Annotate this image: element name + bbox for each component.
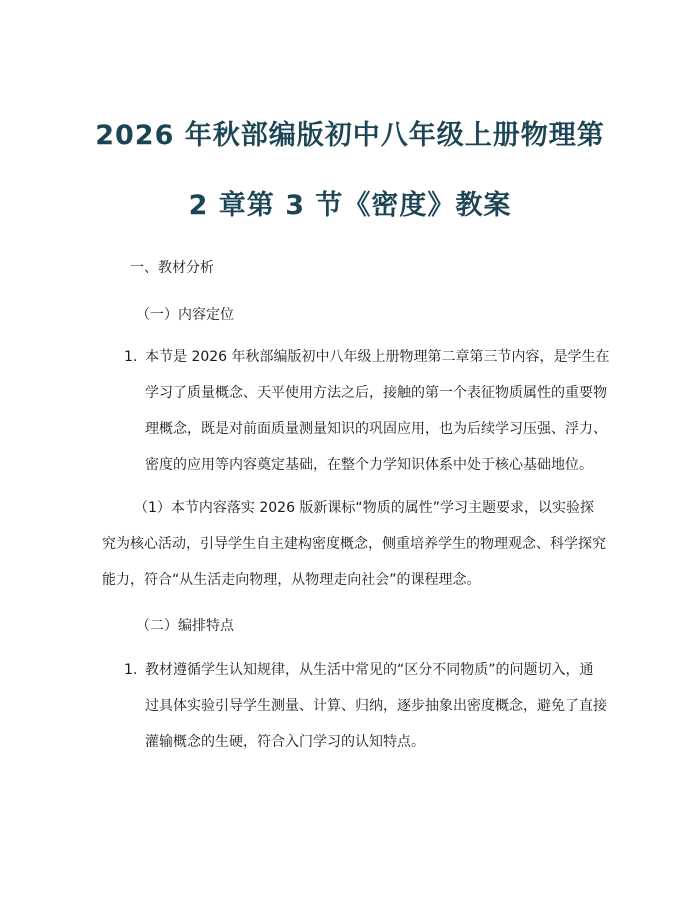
list-item-line: 密度的应用等内容奠定基础，在整个力学知识体系中处于核心基础地位。 [145,457,593,473]
list-item-number: 1. [124,662,138,678]
list-item-line: 教材遵循学生认知规律，从生活中常见的“区分不同物质”的问题切入，通 [145,662,594,678]
subsection-heading-content-positioning: （一）内容定位 [136,307,234,323]
section-heading: 一、教材分析 [130,260,214,276]
paragraph-line: 能力，符合“从生活走向物理，从物理走向社会”的课程理念。 [102,572,481,588]
list-item-number: 1. [124,349,138,365]
list-item-line: 本节是 2026 年秋部编版初中八年级上册物理第二章第三节内容，是学生在 [145,349,610,365]
document-title-line-2: 2 章第 3 节《密度》教案 [188,190,512,221]
list-item-line: 灌输概念的生硬，符合入门学习的认知特点。 [145,734,425,750]
subsection-heading-arrangement: （二）编排特点 [136,618,234,634]
paragraph-line: （1）本节内容落实 2026 版新课标“物质的属性”学习主题要求，以实验探 [134,500,594,516]
list-item-line: 学习了质量概念、天平使用方法之后，接触的第一个表征物质属性的重要物 [145,385,607,401]
paragraph-line: 究为核心活动，引导学生自主建构密度概念，侧重培养学生的物理观念、科学探究 [102,536,606,552]
document-title-line-1: 2026 年秋部编版初中八年级上册物理第 [95,120,605,151]
list-item-line: 理概念，既是对前面质量测量知识的巩固应用，也为后续学习压强、浮力、 [145,421,607,437]
list-item-line: 过具体实验引导学生测量、计算、归纳，逐步抽象出密度概念，避免了直接 [145,698,607,714]
